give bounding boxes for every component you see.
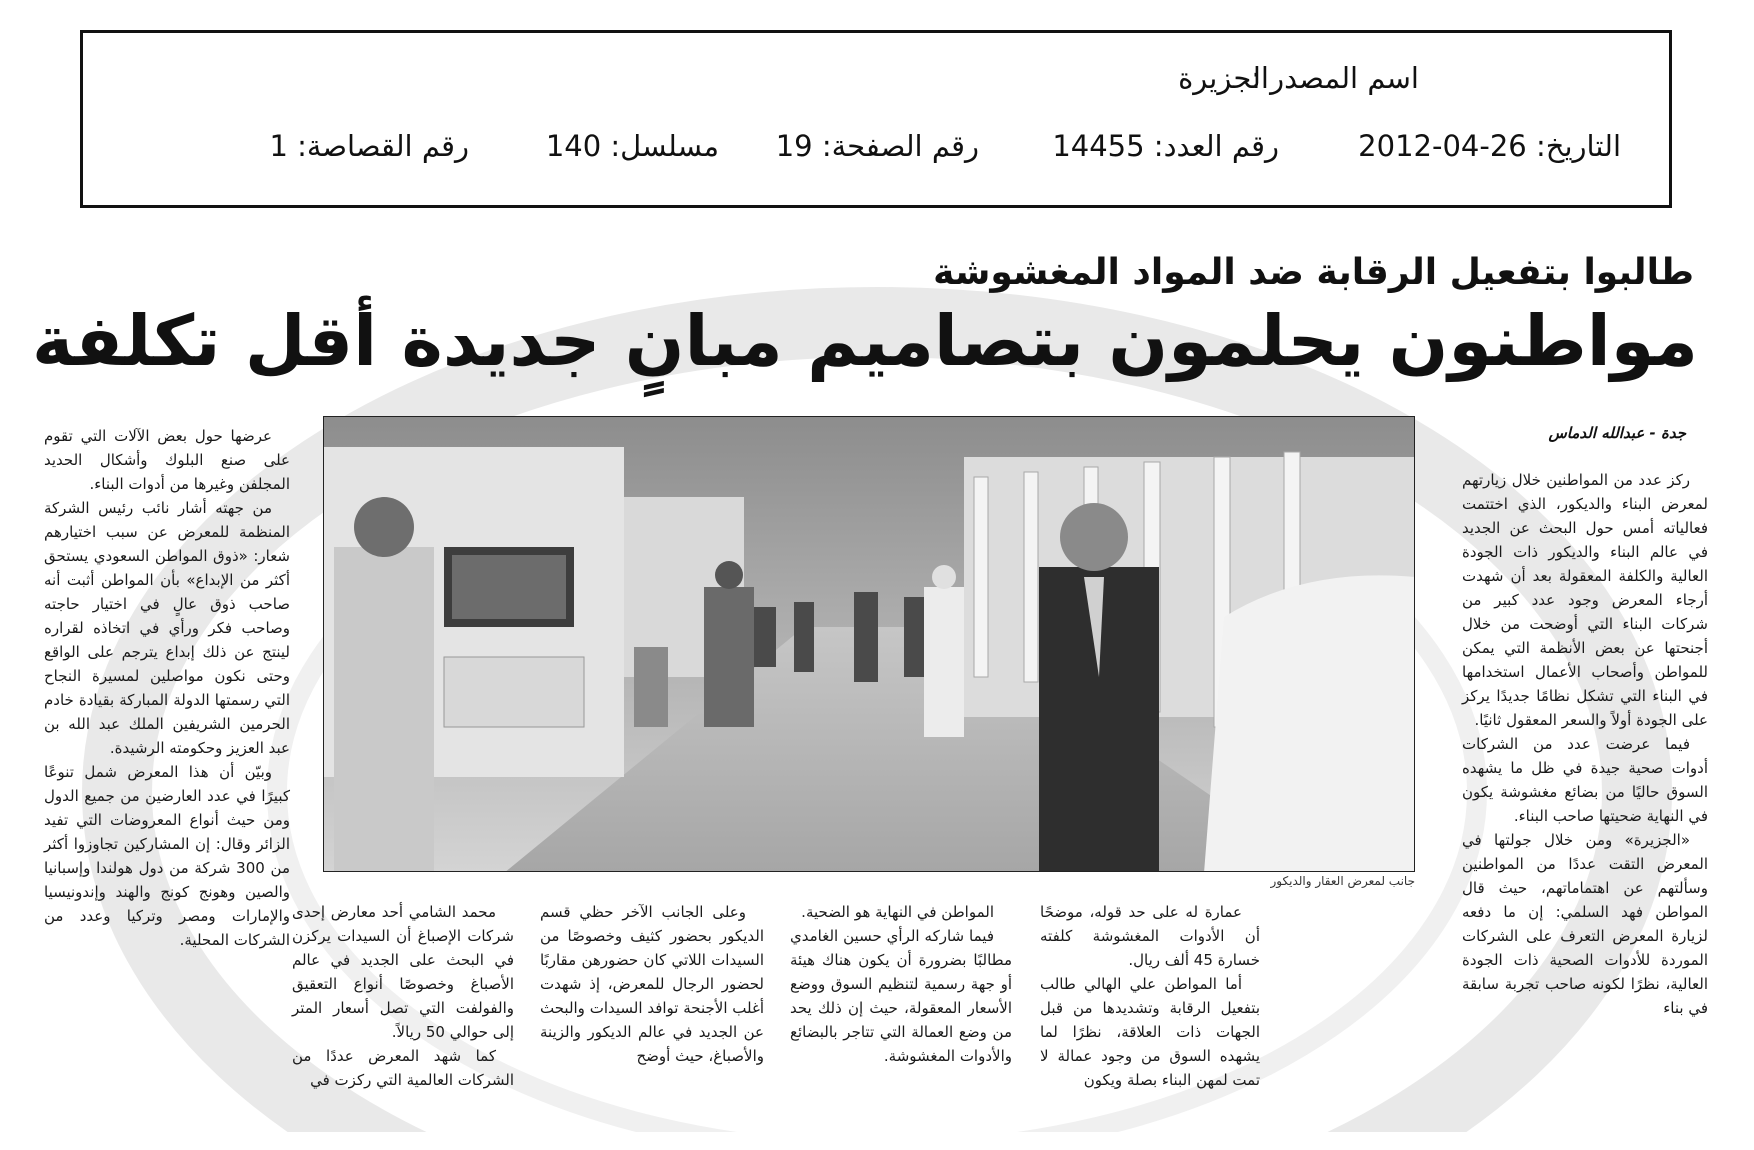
article-column-2 bbox=[1040, 900, 1260, 1092]
exhibition-photo bbox=[323, 416, 1415, 872]
article-column-4 bbox=[540, 900, 764, 1068]
column-paragraph: فيما عرضت عدد من الشركات أدوات صحية جيدة في ظل ما يشهده السوق حاليًا من بضائع مغشوشة يكون في النهاية ضحيتها صاحب البناء. bbox=[1462, 735, 1708, 825]
serial-field: مسلسل: 140 bbox=[545, 129, 719, 163]
column-paragraph: ركز عدد من المواطنين خلال زيارتهم لمعرض البناء والديكور، الذي اختتمت فعالياته أمس حول البحث عن الجديد في عالم البناء والديكور ذات الجودة العالية والكلفة المعقولة بعد أن شهدت أرجاء المعرض وجود عدد كبير من شركات البناء التي أوضحت من خلال أجنحتها عن بعض الأنظمة التي يمكن للمواطن وأصحاب الأعمال استخدامها في البناء التي تشكل نظامًا جديدًا يركز على الجودة أولاً والسعر المعقول ثانيًا. bbox=[1462, 471, 1708, 729]
photo-caption: جانب لمعرض العقار والديكور bbox=[1270, 874, 1415, 888]
date-field: التاريخ: 26-04-2012 bbox=[1358, 129, 1621, 163]
article-headline: مواطنون يحلمون بتصاميم مبانٍ جديدة أقل تكلفة bbox=[32, 300, 1698, 382]
article-column-3 bbox=[790, 900, 1012, 1068]
article-column-5 bbox=[292, 900, 514, 1092]
column-paragraph: «الجزيرة» ومن خلال جولتها في المعرض التقت عددًا من المواطنين وسألتهم عن اهتماماتهم، حيث قال المواطن فهد السلمي: إن ما دفعه لزيارة المعرض التعرف على الشركات الموردة للأدوات الصحية ذات الجودة العالية، نظرًا لكونه صاحب تجربة سابقة في بناء bbox=[1462, 831, 1708, 1017]
clip-number-field: رقم القصاصة: 1 bbox=[269, 129, 469, 163]
column-paragraph: فيما شاركه الرأي حسين الغامدي مطالبًا بضرورة أن يكون هناك هيئة أو جهة رسمية لتنظيم السوق ووضع الأسعار المعقولة، حيث إن ذلك يحد من وضع العمالة التي تتاجر بالبضائع والأدوات المغشوشة. bbox=[790, 927, 1012, 1065]
article-column-1 bbox=[1462, 468, 1708, 1020]
article-byline: جدة - عبدالله الدماس bbox=[1548, 424, 1686, 442]
column-paragraph: المواطن في النهاية هو الضحية. bbox=[801, 903, 994, 921]
source-value: الجزيرة bbox=[1178, 61, 1269, 95]
article-column-6 bbox=[44, 424, 290, 952]
page-number-field: رقم الصفحة: 19 bbox=[775, 129, 979, 163]
column-paragraph: وعلى الجانب الآخر حظي قسم الديكور بحضور كثيف وخصوصًا من السيدات اللاتي كان حضورهن مقاربًا لحضور الرجال للمعرض، إذ شهدت أغلب الأجنحة توافد السيدات والبحث عن الجديد في عالم الديكور والزينة والأصباغ، حيث أوضح bbox=[540, 903, 764, 1065]
article-kicker: طالبوا بتفعيل الرقابة ضد المواد المغشوشة bbox=[933, 252, 1694, 293]
column-paragraph: أما المواطن علي الهالي طالب بتفعيل الرقابة وتشديدها من قبل الجهات ذات العلاقة، نظرًا لما يشهده السوق من وجود عمالة لا تمت لمهن البناء بصلة ويكون bbox=[1040, 975, 1260, 1089]
issue-number-field: رقم العدد: 14455 bbox=[1052, 129, 1279, 163]
column-paragraph: محمد الشامي أحد معارض إحدى شركات الإصباغ أن السيدات يركزن في البحث على الجديد في عالم الأصباغ وخصوصًا أنواع التعقيق والفولفت التي تصل أسعار المتر إلى حوالي 50 ريالاً. bbox=[292, 903, 514, 1041]
source-label: اسم المصدر : bbox=[1251, 61, 1419, 95]
column-paragraph: كما شهد المعرض عددًا من الشركات العالمية التي ركزت في bbox=[292, 1047, 514, 1089]
clipping-metadata-box bbox=[80, 30, 1672, 208]
column-paragraph: عمارة له على حد قوله، موضحًا أن الأدوات المغشوشة كلفته خسارة 45 ألف ريال. bbox=[1040, 903, 1260, 969]
column-paragraph: عرضها حول بعض الآلات التي تقوم على صنع البلوك وأشكال الحديد المجلفن وغيرها من أدوات البناء. bbox=[44, 427, 290, 493]
column-paragraph: من جهته أشار نائب رئيس الشركة المنظمة للمعرض عن سبب اختيارهم شعار: «ذوق المواطن السعودي يستحق أكثر من الإبداع» بأن المواطن أثبت أنه صاحب ذوق عالٍ في اختيار حاجته وصاحب فكر ورأي في اتخاذه لقراره لينتج عن ذلك إبداع يترجم على الواقع وحتى نكون مواصلين لمسيرة النجاح التي رسمتها الدولة المباركة بقيادة خادم الحرمين الشريفين الملك عبد الله بن عبد العزيز وحكومته الرشيدة. bbox=[44, 499, 290, 757]
column-paragraph: وبيّن أن هذا المعرض شمل تنوعًا كبيرًا في عدد العارضين من جميع الدول ومن حيث أنواع المعروضات التي تفيد الزائر وقال: إن المشاركين تجاوزوا أكثر من 300 شركة من دول هولندا وإسبانيا والصين وهونج كونج والهند وإندونيسيا والإمارات ومصر وتركيا وعدد من الشركات المحلية. bbox=[44, 763, 290, 949]
